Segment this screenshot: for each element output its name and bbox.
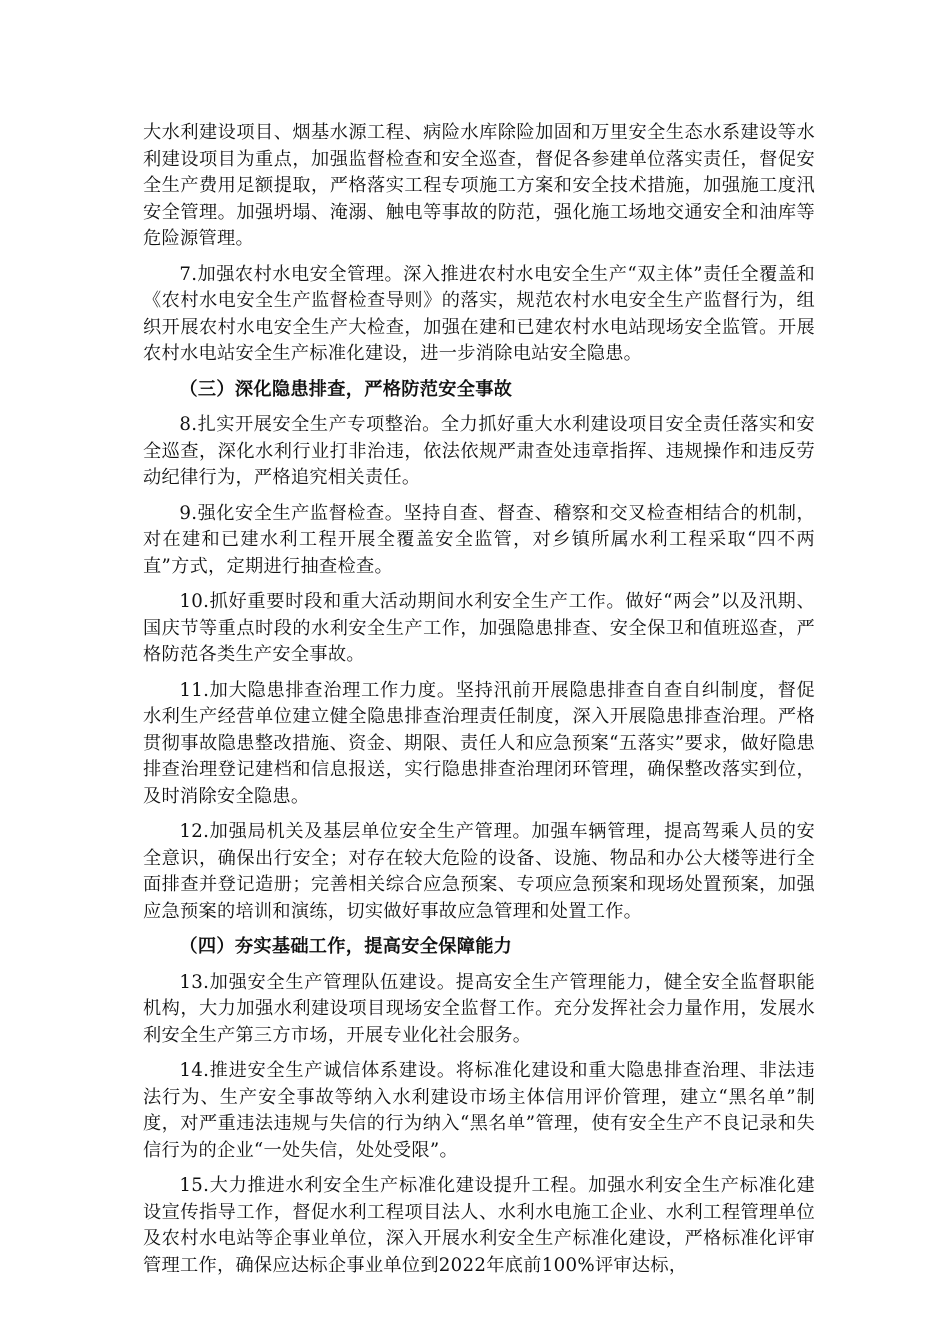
paragraph-item-12: 12.加强局机关及基层单位安全生产管理。加强车辆管理，提高驾乘人员的安全意识，确保出行安全；对存在较大危险的设备、设施、物品和办公大楼等进行全面排查并登记造册；完善相关综合应急预案、专项应急预案和现场处置预案，加强应急预案的培训和演练，切实做好事故应急管理和处置工作。 [143,821,815,922]
section-heading-4: （四）夯实基础工作，提高安全保障能力 [179,936,513,957]
paragraph-item-7: 7.加强农村水电安全管理。深入推进农村水电安全生产“双主体”责任全覆盖和《农村水电安全生产监督检查导则》的落实，规范农村水电安全生产监督行为，组织开展农村水电安全生产大检查，加强在建和已建农村水电站现场安全监管。开展农村水电站安全生产标准化建设，进一步消除电站安全隐患。 [143,263,815,364]
paragraph-item-8: 8.扎实开展安全生产专项整治。全力抓好重大水利建设项目安全责任落实和安全巡查，深化水利行业打非治违，依法依规严肃查处违章指挥、违规操作和违反劳动纪律行为，严格追究相关责任。 [143,414,815,488]
paragraph-item-10: 10.抓好重要时段和重大活动期间水利安全生产工作。做好“两会”以及汛期、国庆节等重点时段的水利安全生产工作，加强隐患排查、安全保卫和值班巡查，严格防范各类生产安全事故。 [143,591,815,665]
paragraph-item-13: 13.加强安全生产管理队伍建设。提高安全生产管理能力，健全安全监督职能机构，大力加强水利建设项目现场安全监督工作。充分发挥社会力量作用，发展水利安全生产第三方市场，开展专业化社会服务。 [143,971,815,1046]
paragraph-intro: 大水利建设项目、烟基水源工程、病险水库除险加固和万里安全生态水系建设等水利建设项目为重点，加强监督检查和安全巡查，督促各参建单位落实责任，督促安全生产费用足额提取，严格落实工程专项施工方案和安全技术措施，加强施工度汛安全管理。加强坍塌、淹溺、触电等事故的防范，强化施工场地交通安全和油库等危险源管理。 [143,122,815,249]
section-heading-3: （三）深化隐患排查，严格防范安全事故 [179,378,513,400]
paragraph-item-11: 11.加大隐患排查治理工作力度。坚持汛前开展隐患排查自查自纠制度，督促水利生产经营单位建立健全隐患排查治理责任制度，深入开展隐患排查治理。严格贯彻事故隐患整改措施、资金、期限、责任人和应急预案“五落实”要求，做好隐患排查治理登记建档和信息报送，实行隐患排查治理闭环管理，确保整改落实到位，及时消除安全隐患。 [143,679,815,807]
paragraph-item-14: 14.推进安全生产诚信体系建设。将标准化建设和重大隐患排查治理、非法违法行为、生产安全事故等纳入水利建设市场主体信用评价管理，建立“黑名单”制度，对严重违法违规与失信的行为纳入“黑名单”管理，使有安全生产不良记录和失信行为的企业“一处失信，处处受限”。 [143,1060,815,1161]
paragraph-item-15: 15.大力推进水利安全生产标准化建设提升工程。加强水利安全生产标准化建设宣传指导工作，督促水利工程项目法人、水利水电施工企业、水利工程管理单位及农村水电站等企事业单位，深入开展水利安全生产标准化建设，严格标准化评审管理工作，确保应达标企事业单位到2022年底前100%评审达标， [143,1175,815,1276]
paragraph-item-9: 9.强化安全生产监督检查。坚持自查、督查、稽察和交叉检查相结合的机制，对在建和已建水利工程开展全覆盖安全监管，对乡镇所属水利工程采取“四不两直”方式，定期进行抽查检查。 [143,502,815,577]
